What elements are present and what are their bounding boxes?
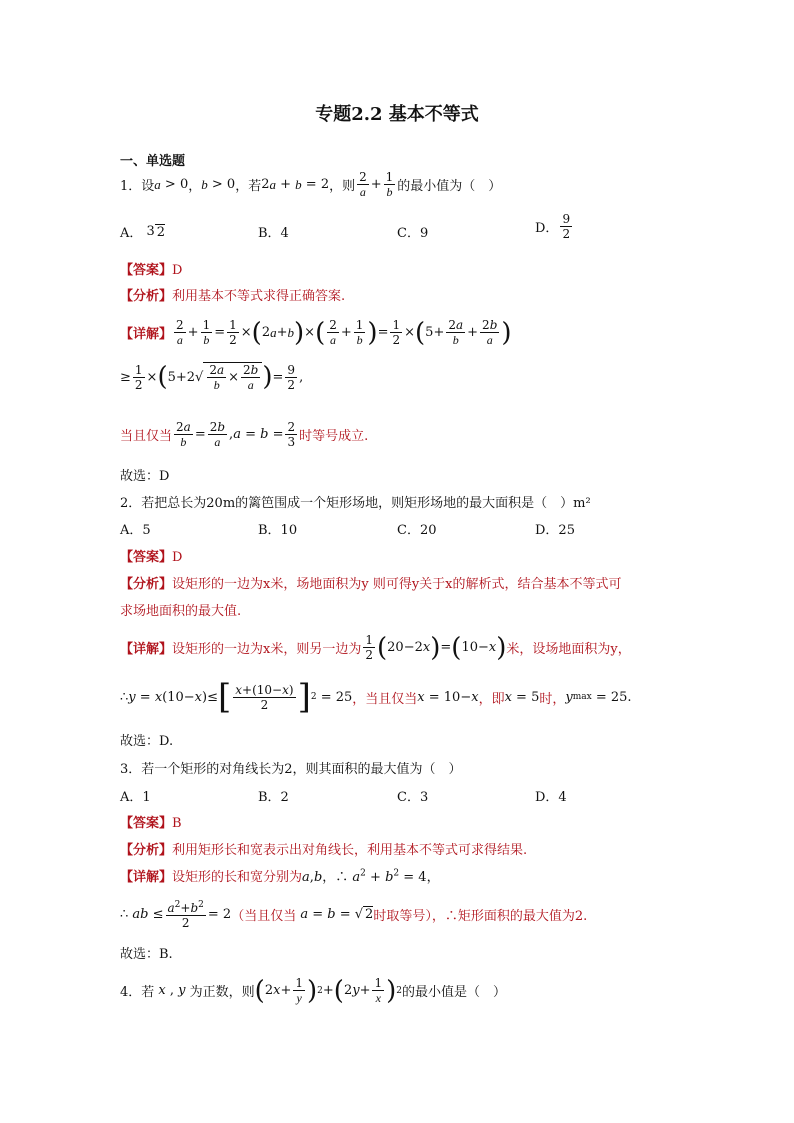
section-heading: 一、单选题	[120, 154, 186, 169]
q2-analysis-2: 求场地面积的最大值.	[120, 604, 242, 619]
q1-option-d: D． $\frac{9}{2}$	[535, 212, 571, 241]
q2-option-c: C．20	[397, 523, 437, 538]
page-title: 专题2.2 基本不等式	[315, 104, 479, 125]
q3-option-b: B．2	[258, 790, 289, 805]
q2-option-a: A．5	[120, 523, 151, 538]
q2-answer: 【答案】D	[120, 550, 183, 565]
q2-choose: 故选：D.	[120, 734, 174, 749]
q1-option-c: C．9	[397, 226, 429, 241]
q1-equality: 当且仅当 $\frac{2a}{b}$ = $\frac{2b}{a}$ , a = b = $\frac{2}{3}$ 时等号成立.	[120, 420, 369, 449]
q3-option-c: C．3	[397, 790, 429, 805]
q1-analysis: 【分析】利用基本不等式求得正确答案.	[120, 289, 346, 304]
q3-analysis: 【分析】利用矩形长和宽表示出对角线长，利用基本不等式可求得结果.	[120, 843, 528, 858]
q2-option-b: B．10	[258, 523, 298, 538]
q2-analysis-1: 【分析】设矩形的一边为x米，场地面积为y 则可得y关于x的解析式，结合基本不等式可	[120, 577, 622, 592]
question-4-stem: 4．若 x , y 为正数，则 ( 2 x + $\frac{1}{y}$ ) 2 + ( 2 y + $\frac{1}{x}$ ) 2 的最小值是（ ）	[120, 975, 507, 1006]
q2-option-d: D．25	[535, 523, 575, 538]
q1-answer: 【答案】D	[120, 263, 183, 278]
q2-detail-line1: 【详解】 设矩形的一边为x米，则另一边为 $\frac{1}{2}$ ( 20−2 x ) = ( 10− x ) 米，设场地面积为y，	[120, 632, 631, 663]
q3-option-d: D．4	[535, 790, 567, 805]
q3-detail-line1: 【详解】 设矩形的长和宽分别为 a,b，∴ $a^2 + b^2 = 4$，	[120, 868, 440, 885]
q2-detail-line2: ∴ y = x (10− x )≤ [ $\frac{x+(10-x)}{2}$ ] 2 = 25 ，当且仅当 x = 10− x ，即 x = 5 时， y max = 25.	[120, 677, 632, 717]
q1-choose: 故选：D	[120, 469, 170, 484]
q1-option-a: A． 3 2	[120, 224, 166, 241]
q3-answer: 【答案】B	[120, 816, 182, 831]
q3-option-a: A．1	[120, 790, 151, 805]
question-1-stem: 1． 设 a > 0 ， b > 0 ，若 2 a + b = 2 ，则 $\frac{2}{a}$ + $\frac{1}{b}$ 的最小值为（ ）	[120, 170, 502, 199]
question-2-stem: 2．若把总长为20m的篱笆围成一个矩形场地，则矩形场地的最大面积是（ ）m²	[120, 496, 591, 511]
question-3-stem: 3．若一个矩形的对角线长为2，则其面积的最大值为（ ）	[120, 762, 462, 777]
q1-option-b: B．4	[258, 226, 289, 241]
q3-detail-line2: ∴ ab ≤ $\frac{a^2+b^2}{2}$ = 2 （当且仅当 a = b = √ 2 时取等号），∴矩形面积的最大值为2.	[120, 900, 588, 930]
q3-choose: 故选：B.	[120, 947, 173, 962]
q1-detail-line1: 【详解】 $\frac{2}{a}$ + $\frac{1}{b}$ = $\frac{1}{2}$ × ( 2 a + b ) × ( $\frac{2}{a}$ + $\frac{1}{b}$ ) = $\frac{1}{2}$ × ( 5+ $\frac{2a}{b}$ + $\frac{2b}{a}$ )	[120, 317, 512, 348]
q1-detail-line2: ≥ $\frac{1}{2}$ × ( 5+2√ $\frac{2a}{b}$ × $\frac{2b}{a}$ ) = $\frac{9}{2}$ ,	[120, 362, 304, 392]
